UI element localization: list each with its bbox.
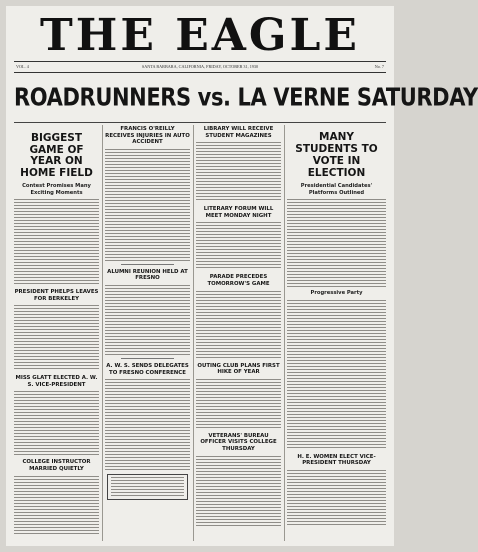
masthead-title: THE EAGLE [40,10,360,61]
newspaper-page [6,6,478,546]
article-body [196,456,281,526]
headline-veterans-bureau: VETERANS' BUREAU OFFICER VISITS COLLEGE THURSDAY [200,432,277,452]
article-body [14,305,99,371]
headline-big-game: BIGGEST GAME OF YEAR ON HOME FIELD [20,132,93,179]
column-divider [102,125,103,541]
date-location: SANTA BARBARA, CALIFORNIA, FRIDAY, OCTOBER 31, 1930 [141,64,259,69]
article-rule [121,358,174,359]
banner-rule [14,122,386,123]
volume-label: VOL. 4 [16,64,29,69]
article-body [287,300,386,450]
article-body [196,291,281,359]
headline-aws-delegates: A. W. S. SENDS DELEGATES TO FRESNO CONFERENCE [106,362,189,376]
article-rule [121,264,174,265]
headline-parade: PARADE PRECEDES TOMORROW'S GAME [207,274,270,287]
article-body [105,285,190,355]
column-divider [284,125,285,541]
headline-election: MANY STUDENTS TO VOTE IN ELECTION [295,131,378,179]
party-label: Progressive Party [310,290,363,296]
headline-alumni-reunion: ALUMNI REUNION HELD AT FRESNO [107,268,188,282]
article-body [14,391,99,455]
headline-phelps: PRESIDENT PHELPS LEAVES FOR BERKELEY [14,289,99,302]
issue-number: No. 7 [374,64,384,69]
article-body [14,476,99,536]
headline-glatt: MISS GLATT ELECTED A. W. S. VICE-PRESIDENT [15,375,98,388]
subhead-contest: Contest Promises Many Exciting Moments [22,183,91,196]
headline-oreilly: FRANCIS O'REILLY RECEIVES INJURIES IN AUTO ACCIDENT [105,126,190,146]
column-1 [14,125,99,541]
notice-box [107,474,188,500]
column-3 [196,125,281,541]
subhead-platforms: Presidential Candidates' Platforms Outlined [300,183,373,196]
banner-headline: ROADRUNNERS vs. LA VERNE SATURDAY [14,82,478,112]
article-body [196,379,281,429]
article-body [196,222,281,270]
article-body [105,379,190,471]
headline-library: LIBRARY WILL RECEIVE STUDENT MAGAZINES [203,126,274,139]
headline-literary-forum: LITERARY FORUM WILL MEET MONDAY NIGHT [203,206,274,219]
headline-he-women: H. E. WOMEN ELECT VICE-PRESIDENT THURSDAY [297,453,376,467]
headline-outing-club: OUTING CLUB PLANS FIRST HIKE OF YEAR [197,362,280,376]
column-2 [105,125,190,541]
article-body [14,199,99,285]
column-4 [287,125,386,541]
article-body [105,149,190,261]
column-divider [193,125,194,541]
article-body [196,142,281,202]
headline-instructor-married: COLLEGE INSTRUCTOR MARRIED QUIETLY [22,459,91,472]
article-body [287,470,386,526]
article-body [287,199,386,287]
